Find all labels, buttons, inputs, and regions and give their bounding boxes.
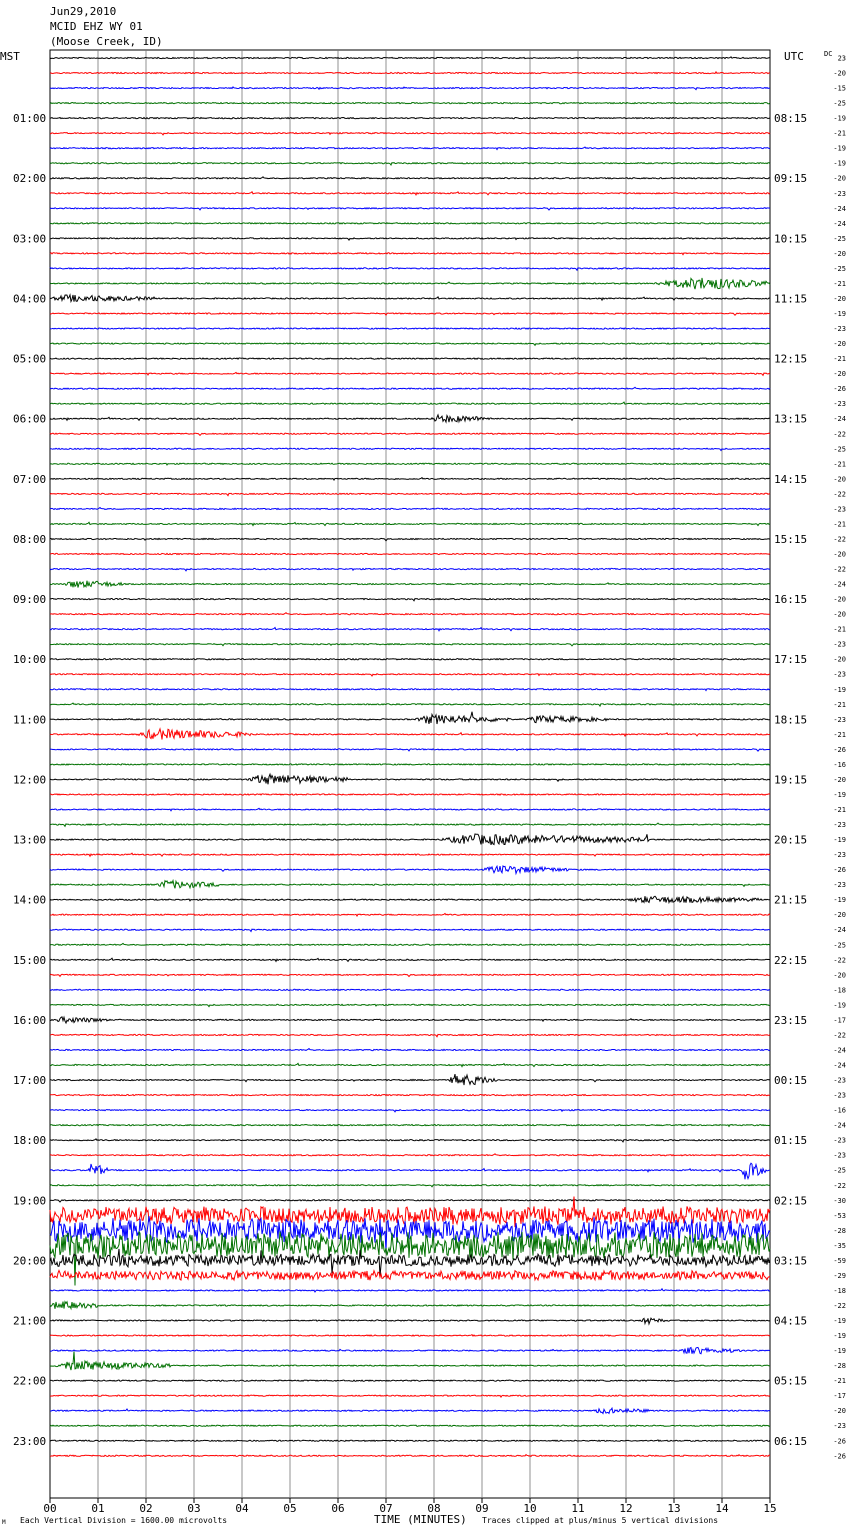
trace-line <box>50 896 770 902</box>
trace-line <box>50 974 770 976</box>
dc-offset-label: -22 <box>833 1031 846 1040</box>
dc-offset-label: -20 <box>833 475 846 484</box>
dc-offset-label: -17 <box>833 1016 846 1025</box>
dc-offset-label: -24 <box>833 415 846 424</box>
dc-offset-label: -19 <box>833 1001 846 1010</box>
dc-offset-label: -20 <box>833 610 846 619</box>
trace-line <box>50 278 770 289</box>
trace-line <box>50 1271 770 1281</box>
utc-hour-label: 12:15 <box>774 352 808 366</box>
header-date: Jun29,2010 <box>50 5 117 18</box>
trace-line <box>50 1004 770 1006</box>
dc-offset-label: -21 <box>833 1377 846 1386</box>
dc-offset-label: -26 <box>833 866 846 875</box>
dc-offset-label: -23 <box>833 1091 846 1100</box>
dc-offset-label: -19 <box>833 1317 846 1326</box>
trace-line <box>50 177 770 179</box>
x-tick-label: 04 <box>235 1502 249 1515</box>
dc-offset-label: -26 <box>833 745 846 754</box>
trace-line <box>50 192 770 195</box>
dc-offset-label: -20 <box>833 655 846 664</box>
trace-line <box>50 853 770 856</box>
right-axis-label: UTC <box>784 50 804 63</box>
dc-offset-label: -19 <box>833 114 846 123</box>
utc-hour-label: 21:15 <box>774 893 808 907</box>
trace-line <box>50 1110 770 1112</box>
dc-offset-label: -23 <box>833 670 846 679</box>
dc-offset-label: -20 <box>833 294 846 303</box>
dc-offset-label: -21 <box>833 279 846 288</box>
trace-line <box>50 1185 770 1187</box>
trace-line <box>50 866 770 874</box>
trace-line <box>50 538 770 540</box>
trace-line <box>50 522 770 525</box>
dc-offset-label: -20 <box>833 550 846 559</box>
x-tick-label: 09 <box>475 1502 489 1515</box>
dc-offset-label: -25 <box>833 1166 846 1175</box>
dc-offset-label: -21 <box>833 730 846 739</box>
trace-line <box>50 133 770 135</box>
trace-line <box>50 568 770 570</box>
trace-line <box>50 881 770 889</box>
mst-hour-label: 18:00 <box>13 1134 47 1148</box>
trace-line <box>50 433 770 435</box>
x-tick-label: 08 <box>427 1502 441 1515</box>
mst-hour-label: 03:00 <box>13 232 47 246</box>
dc-offset-label: -21 <box>833 355 846 364</box>
dc-offset-label: -20 <box>833 174 846 183</box>
mst-hour-label: 23:00 <box>13 1434 47 1448</box>
dc-offset-label: -23 <box>833 400 846 409</box>
dc-offset-label: -23 <box>833 640 846 649</box>
dc-offset-label: -20 <box>833 1407 846 1416</box>
dc-offset-label: -21 <box>833 460 846 469</box>
trace-line <box>50 674 770 676</box>
trace-line <box>50 253 770 255</box>
dc-offset-label: -23 <box>833 1076 846 1085</box>
trace-line <box>50 1335 770 1336</box>
utc-hour-label: 05:15 <box>774 1374 808 1388</box>
trace-line <box>50 163 770 165</box>
utc-hour-label: 04:15 <box>774 1314 808 1328</box>
trace-line <box>50 1352 770 1371</box>
trace-line <box>50 628 770 631</box>
trace-line <box>50 402 770 404</box>
dc-offset-label: -24 <box>833 580 846 589</box>
trace-line <box>50 1063 770 1066</box>
x-tick-label: 03 <box>187 1502 201 1515</box>
dc-label: DC <box>824 50 833 58</box>
x-tick-label: 01 <box>91 1502 105 1515</box>
trace-line <box>50 223 770 224</box>
dc-offset-label: -19 <box>833 310 846 319</box>
dc-offset-label: -20 <box>833 340 846 349</box>
dc-offset-label: -15 <box>833 84 846 93</box>
dc-offset-label: -53 <box>833 1211 846 1220</box>
dc-offset-label: -24 <box>833 1121 846 1130</box>
dc-offset-label: -25 <box>833 264 846 273</box>
trace-line <box>50 764 770 765</box>
trace-line <box>50 943 770 945</box>
trace-line <box>50 103 770 104</box>
dc-offset-label: -59 <box>833 1256 846 1265</box>
trace-line <box>50 1425 770 1426</box>
footer <box>2 1513 718 1526</box>
trace-line <box>50 478 770 481</box>
trace-line <box>50 712 770 724</box>
dc-offset-label: -23 <box>833 715 846 724</box>
dc-offset-label: -22 <box>833 535 846 544</box>
trace-line <box>50 313 770 315</box>
dc-offset-label: -23 <box>833 821 846 830</box>
dc-offset-label: -23 <box>833 505 846 514</box>
mst-hour-label: 09:00 <box>13 593 47 607</box>
utc-hour-label: 17:15 <box>774 653 808 667</box>
dc-offset-label: -26 <box>833 1452 846 1461</box>
left-axis-label: MST <box>0 50 20 63</box>
trace-line <box>50 581 770 588</box>
dc-offset-label: -25 <box>833 99 846 108</box>
dc-offset-label: -23 <box>833 881 846 890</box>
utc-hour-label: 23:15 <box>774 1013 808 1027</box>
dc-offset-label: -24 <box>833 1061 846 1070</box>
trace-line <box>50 1408 770 1413</box>
dc-offset-label: -16 <box>833 760 846 769</box>
dc-offset-label: -23 <box>833 851 846 860</box>
dc-offset-label: -17 <box>833 1392 846 1401</box>
trace-line <box>50 208 770 210</box>
x-tick-label: 14 <box>715 1502 729 1515</box>
trace-line <box>50 599 770 601</box>
trace-line <box>50 749 770 751</box>
mst-hour-label: 20:00 <box>13 1254 47 1268</box>
dc-offset-label: -26 <box>833 385 846 394</box>
dc-offset-label: -35 <box>833 1241 846 1250</box>
trace-line <box>50 1049 770 1051</box>
dc-offset-label: -19 <box>833 144 846 153</box>
clip-note: Traces clipped at plus/minus 5 vertical divisions <box>482 1516 719 1525</box>
utc-hour-label: 16:15 <box>774 593 808 607</box>
dc-offset-label: -24 <box>833 204 846 213</box>
mst-hour-label: 17:00 <box>13 1074 47 1088</box>
x-tick-label: 00 <box>43 1502 57 1515</box>
mst-hour-label: 11:00 <box>13 713 47 727</box>
dc-offset-label: -22 <box>833 956 846 965</box>
trace-line <box>50 372 770 375</box>
trace-line <box>50 644 770 646</box>
trace-line <box>50 659 770 660</box>
trace-line <box>50 295 770 302</box>
dc-offset-label: -18 <box>833 1286 846 1295</box>
x-tick-label: 13 <box>667 1502 681 1515</box>
dc-offset-label: -23 <box>833 1136 846 1145</box>
trace-line <box>50 463 770 465</box>
trace-line <box>50 72 770 74</box>
trace-line <box>50 774 770 784</box>
trace-line <box>50 1124 770 1126</box>
mst-hour-label: 15:00 <box>13 953 47 967</box>
dc-offset-label: -24 <box>833 926 846 935</box>
mst-hour-label: 22:00 <box>13 1374 47 1388</box>
dc-offset-label: -26 <box>833 1437 846 1446</box>
trace-line <box>50 1395 770 1397</box>
utc-hour-label: 10:15 <box>774 232 808 246</box>
utc-hour-label: 03:15 <box>774 1254 808 1268</box>
dc-offset-label: 23 <box>837 54 846 63</box>
mst-hour-label: 19:00 <box>13 1194 47 1208</box>
trace-line <box>50 613 770 615</box>
utc-hour-label: 14:15 <box>774 472 808 486</box>
x-tick-label: 11 <box>571 1502 585 1515</box>
dc-offset-label: -21 <box>833 806 846 814</box>
mst-hour-label: 02:00 <box>13 172 47 186</box>
header-station: MCID EHZ WY 01 <box>50 20 143 33</box>
mst-hour-label: 08:00 <box>13 532 47 546</box>
dc-offset-label: -19 <box>833 1332 846 1341</box>
trace-line <box>50 1074 770 1085</box>
utc-hour-label: 09:15 <box>774 172 808 186</box>
mst-hour-label: 13:00 <box>13 833 47 847</box>
mst-hour-label: 04:00 <box>13 292 47 306</box>
trace-line <box>50 1347 770 1353</box>
utc-hour-label: 11:15 <box>774 292 808 306</box>
utc-hour-label: 00:15 <box>774 1074 808 1088</box>
utc-hour-label: 20:15 <box>774 833 808 847</box>
trace-line <box>50 328 770 329</box>
dc-offset-label: -25 <box>833 941 846 950</box>
utc-hour-label: 15:15 <box>774 532 808 546</box>
dc-offset-label: -22 <box>833 1181 846 1190</box>
utc-hour-labels <box>774 112 807 1448</box>
dc-offset-label: -20 <box>833 595 846 604</box>
trace-line <box>50 794 770 795</box>
dc-offset-label: -23 <box>833 325 846 334</box>
trace-line <box>50 1095 770 1096</box>
trace-line <box>50 57 770 59</box>
trace-line <box>50 493 770 495</box>
trace-line <box>50 387 770 389</box>
dc-offset-label: -19 <box>833 1347 846 1356</box>
dc-offset-label: -23 <box>833 189 846 198</box>
dc-offset-label: -23 <box>833 1151 846 1160</box>
dc-offset-label: -19 <box>833 159 846 168</box>
trace-line <box>50 358 770 359</box>
mst-hour-label: 12:00 <box>13 773 47 787</box>
trace-line <box>50 914 770 917</box>
trace-line <box>50 1017 770 1023</box>
dc-offset-label: -24 <box>833 1046 846 1055</box>
x-axis-title: TIME (MINUTES) <box>374 1513 467 1526</box>
mst-hour-labels <box>13 112 46 1448</box>
mst-hour-label: 07:00 <box>13 472 47 486</box>
trace-line <box>50 1034 770 1036</box>
utc-hour-label: 22:15 <box>774 953 808 967</box>
mst-hour-label: 06:00 <box>13 412 47 426</box>
trace-line <box>50 1232 770 1286</box>
dc-offset-label: -21 <box>833 700 846 709</box>
utc-hour-label: 19:15 <box>774 773 808 787</box>
trace-line <box>50 448 770 450</box>
dc-offset-label: -21 <box>833 625 846 634</box>
dc-offset-label: -28 <box>833 1362 846 1371</box>
trace-line <box>50 238 770 240</box>
trace-line <box>50 1380 770 1381</box>
dc-offset-label: -22 <box>833 490 846 499</box>
trace-line <box>50 929 770 931</box>
dc-offset-label: -18 <box>833 986 846 995</box>
dc-offset-label: -21 <box>833 520 846 529</box>
dc-offset-label: -20 <box>833 249 846 258</box>
dc-offset-label: -20 <box>833 69 846 78</box>
trace-line <box>50 689 770 691</box>
trace-line <box>50 508 770 510</box>
x-tick-label: 15 <box>763 1502 777 1515</box>
trace-line <box>50 118 770 119</box>
trace-line <box>50 1440 770 1442</box>
dc-offset-label: -19 <box>833 836 846 845</box>
seismic-traces <box>50 57 770 1457</box>
trace-line <box>50 1302 770 1309</box>
dc-offset-label: -20 <box>833 911 846 920</box>
dc-offset-label: -21 <box>833 129 846 138</box>
trace-line <box>50 989 770 990</box>
dc-offset-label: -22 <box>833 1301 846 1310</box>
x-tick-label: 05 <box>283 1502 297 1515</box>
trace-line <box>50 1200 770 1202</box>
dc-offset-label: -24 <box>833 219 846 228</box>
trace-line <box>50 834 770 845</box>
dc-offset-label: -20 <box>833 775 846 784</box>
trace-line <box>50 703 770 706</box>
dc-offset-label: -19 <box>833 896 846 905</box>
dc-offset-label: -22 <box>833 565 846 574</box>
dc-offset-label: -20 <box>833 971 846 980</box>
mst-hour-label: 14:00 <box>13 893 47 907</box>
dc-offset-label: -19 <box>833 685 846 694</box>
header-location: (Moose Creek, ID) <box>50 35 163 48</box>
x-tick-label: 12 <box>619 1502 633 1515</box>
x-tick-label: 06 <box>331 1502 345 1515</box>
trace-line <box>50 267 770 270</box>
trace-line <box>50 87 770 90</box>
trace-line <box>50 1455 770 1457</box>
dc-offset-label: -25 <box>833 445 846 454</box>
dc-offset-label: -23 <box>833 1422 846 1431</box>
trace-line <box>50 343 770 345</box>
trace-line <box>50 1139 770 1142</box>
mst-hour-label: 05:00 <box>13 352 47 366</box>
dc-offset-label: -19 <box>833 790 846 799</box>
utc-hour-label: 01:15 <box>774 1134 808 1148</box>
dc-offset-labels <box>833 55 846 1461</box>
plot-frame <box>50 50 770 1498</box>
header <box>50 5 163 48</box>
trace-line <box>50 729 770 740</box>
x-tick-label: 10 <box>523 1502 537 1515</box>
mst-hour-label: 16:00 <box>13 1013 47 1027</box>
dc-offset-label: -25 <box>833 234 846 243</box>
mst-hour-label: 01:00 <box>13 112 47 126</box>
mst-hour-label: 21:00 <box>13 1314 47 1328</box>
utc-hour-label: 18:15 <box>774 713 808 727</box>
corner-mark: M <box>2 1519 6 1526</box>
x-tick-label: 07 <box>379 1502 393 1515</box>
chart-grid <box>50 50 770 1498</box>
utc-hour-label: 13:15 <box>774 412 808 426</box>
trace-line <box>50 147 770 150</box>
trace-line <box>50 823 770 826</box>
utc-hour-label: 02:15 <box>774 1194 808 1208</box>
dc-offset-label: -30 <box>833 1196 846 1205</box>
trace-line <box>50 808 770 811</box>
trace-line <box>50 1154 770 1156</box>
trace-line <box>50 553 770 554</box>
dc-offset-label: -20 <box>833 370 846 379</box>
dc-offset-label: -16 <box>833 1106 846 1115</box>
trace-line <box>50 415 770 422</box>
utc-hour-label: 08:15 <box>774 112 808 126</box>
utc-hour-label: 06:15 <box>774 1434 808 1448</box>
dc-offset-label: -29 <box>833 1271 846 1280</box>
x-tick-label: 02 <box>139 1502 153 1515</box>
trace-line <box>50 958 770 961</box>
trace-line <box>50 1289 770 1292</box>
dc-offset-label: -28 <box>833 1226 846 1235</box>
trace-line <box>50 1163 770 1179</box>
scale-note: Each Vertical Division = 1600.00 microvolts <box>20 1516 228 1525</box>
mst-hour-label: 10:00 <box>13 653 47 667</box>
trace-line <box>50 1318 770 1324</box>
dc-offset-label: -22 <box>833 430 846 439</box>
